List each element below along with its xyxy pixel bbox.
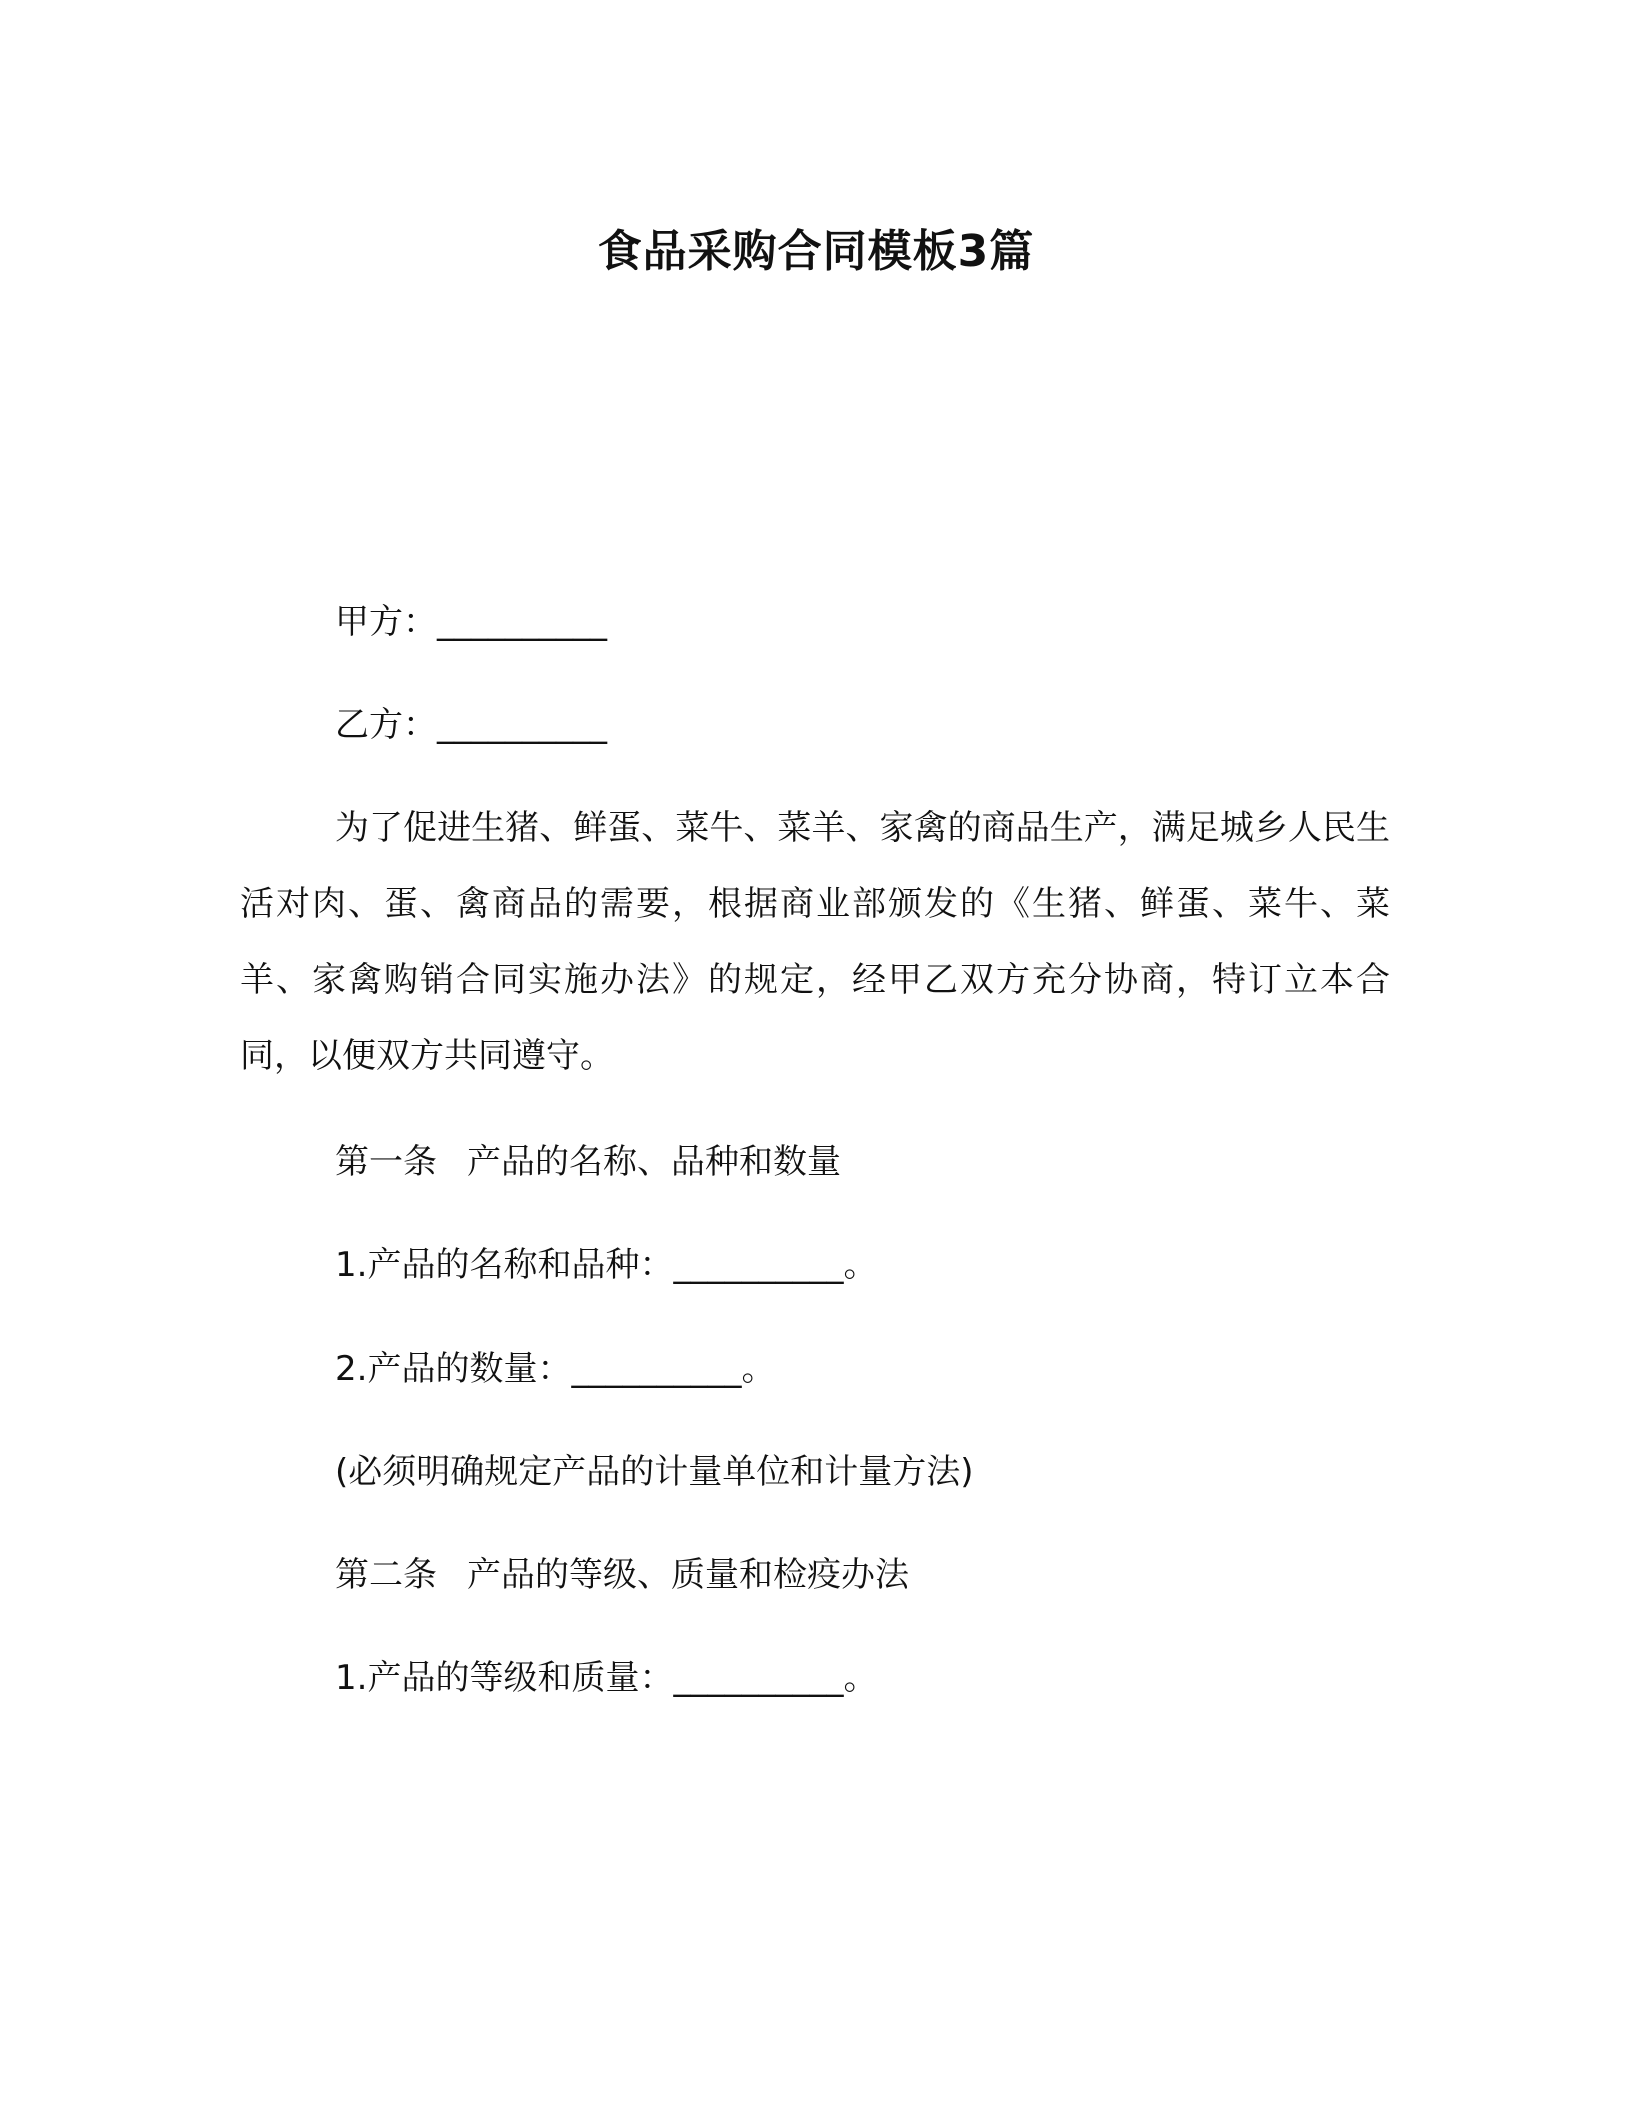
article-1-title: 产品的名称、品种和数量 xyxy=(467,1142,841,1182)
document-title: 食品采购合同模板3篇 xyxy=(597,226,1035,277)
party-a-line: 甲方：__________ xyxy=(335,602,607,642)
article-1-heading xyxy=(335,1137,841,1187)
article-1-item-2: 2.产品的数量：__________。 xyxy=(335,1349,776,1389)
party-b-line: 乙方：__________ xyxy=(335,705,607,745)
intro-paragraph: 为了促进生猪、鲜蛋、菜牛、菜羊、家禽的商品生产，满足城乡人民生活对肉、蛋、禽商品的需要，根据商业部颁发的《生猪、鲜蛋、菜牛、菜羊、家禽购销合同实施办法》的规定，经甲乙双方充分协商，特订立本合同，以便双方共同遵守。 xyxy=(240,808,1390,1076)
article-2-heading xyxy=(335,1550,909,1600)
article-1-item-1: 1.产品的名称和品种：__________。 xyxy=(335,1245,878,1285)
article-2-number: 第二条 xyxy=(335,1555,437,1595)
article-2-item-1: 1.产品的等级和质量：__________。 xyxy=(335,1658,878,1698)
article-1-note: (必须明确规定产品的计量单位和计量方法) xyxy=(335,1452,974,1492)
article-1-number: 第一条 xyxy=(335,1142,437,1182)
article-2-title: 产品的等级、质量和检疫办法 xyxy=(467,1555,909,1595)
